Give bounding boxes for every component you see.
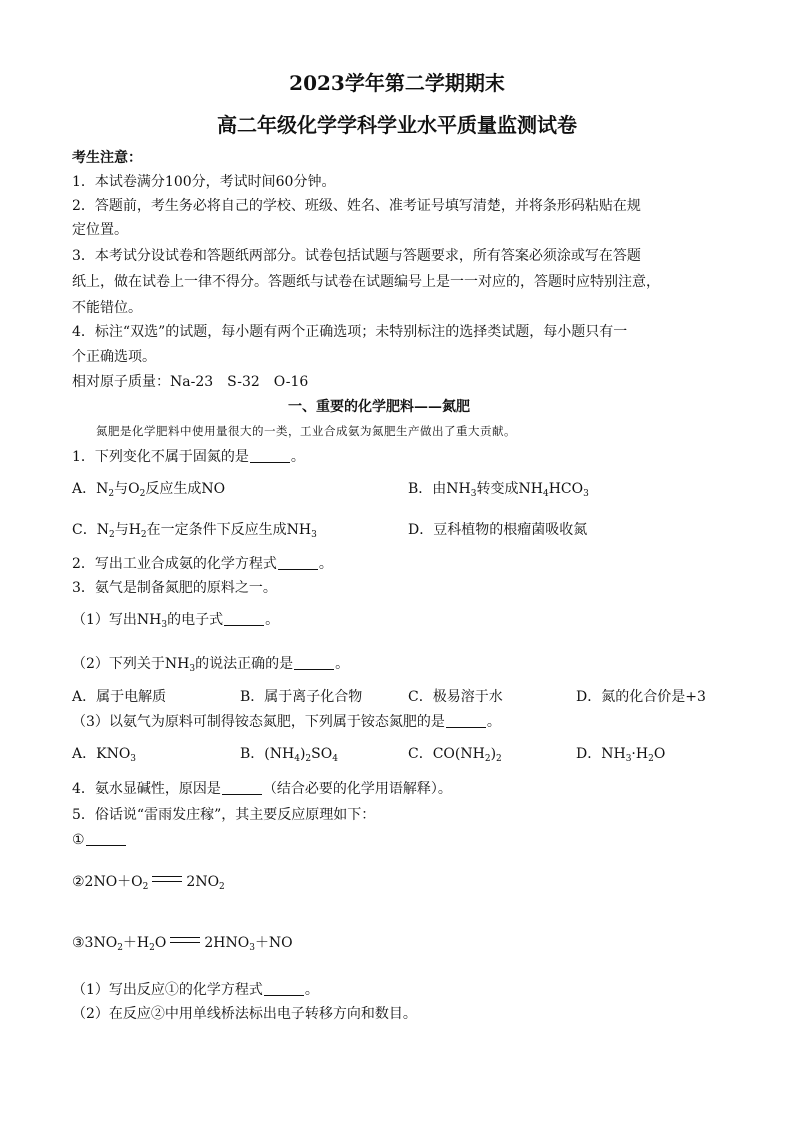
q5-stem: 5．俗话说“雷雨发庄稼”，其主要反应原理如下： — [72, 807, 376, 823]
note-3-line2: 纸上，做在试卷上一律不得分。答题纸与试卷在试题编号上是一一对应的，答题时应特别注意， — [72, 274, 660, 290]
q2-stem: 2．写出工业合成氨的化学方程式 。 — [72, 556, 333, 572]
q3-2-option-a[interactable]: A．属于电解质 — [72, 689, 167, 705]
equals-sign-icon — [152, 876, 182, 882]
answer-blank[interactable] — [250, 448, 290, 463]
q1-option-a[interactable]: A．$N_2$与$O_2$反应生成NO — [72, 481, 226, 499]
q3-part3-options — [72, 744, 732, 764]
note-3-line1: 3．本考试分设试卷和答题纸两部分。试卷包括试题与答题要求，所有答案必须涂或写在答题 — [72, 248, 641, 264]
q3-part2-options — [72, 687, 732, 707]
note-3-line3: 不能错位。 — [72, 300, 142, 316]
q3-part3: （3）以氨气为原料可制得铵态氮肥，下列属于铵态氮肥的是 。 — [72, 714, 501, 730]
exam-title-line1: 2023学年第二学期期末 — [289, 71, 505, 95]
q3-3-option-b[interactable]: B．$(NH_4)_2SO_4$ — [240, 746, 338, 764]
section-title: 一、重要的化学肥料——氮肥 — [288, 399, 470, 415]
answer-blank[interactable] — [278, 555, 318, 570]
q5-reaction-2: $②2NO+O_2$ $2NO_2$ — [72, 874, 225, 892]
q3-2-option-b[interactable]: B．属于离子化合物 — [240, 689, 363, 705]
note-2-line1: 2．答题前，考生务必将自己的学校、班级、姓名、准考证号填写清楚，并将条形码粘贴在规 — [72, 198, 641, 214]
q1-option-b[interactable]: B．由$NH_3$转变成$NH_4HCO_3$ — [408, 481, 589, 499]
q3-part2: （2）下列关于$NH_3$的说法正确的是 。 — [72, 656, 350, 674]
section-intro: 氮肥是化学肥料中使用量很大的一类，工业合成氨为氮肥生产做出了重大贡献。 — [96, 424, 516, 438]
q3-2-option-d[interactable]: D．氮的化合价是+3 — [576, 689, 706, 705]
q3-part1: （1）写出$NH_3$的电子式 。 — [72, 612, 280, 630]
answer-blank[interactable] — [224, 611, 264, 626]
q5-part1: （1）写出反应①的化学方程式 。 — [72, 982, 319, 998]
q3-stem: 3．氨气是制备氮肥的原料之一。 — [72, 580, 277, 596]
q3-3-option-d[interactable]: D．$NH_3\cdot H_2O$ — [576, 746, 666, 764]
atomic-masses: 相对原子质量：Na-23 S-32 O-16 — [72, 374, 309, 390]
q4-stem: 4．氨水显碱性，原因是 （结合必要的化学用语解释）。 — [72, 781, 452, 797]
note-1: 1．本试卷满分100分，考试时间60分钟。 — [72, 174, 336, 190]
q1-option-c[interactable]: C．$N_2$与$H_2$在一定条件下反应生成$NH_3$ — [72, 522, 317, 540]
answer-blank[interactable] — [222, 780, 262, 795]
note-4-line1: 4．标注“双选”的试题，每小题有两个正确选项；未特别标注的选择类试题，每小题只有一 — [72, 324, 628, 340]
q5-reaction-3: $③3NO_2+H_2O$ $2HNO_3+NO$ — [72, 935, 293, 953]
q1-stem: 1．下列变化不属于固氮的是 。 — [72, 449, 305, 465]
q1-options-row2 — [72, 520, 732, 540]
exam-title-line2: 高二年级化学学科学业水平质量监测试卷 — [217, 113, 577, 137]
q1-options-row1 — [72, 479, 732, 499]
q5-reaction-1: ① — [72, 830, 127, 850]
q3-3-option-c[interactable]: C．$CO(NH_2)_2$ — [408, 746, 502, 764]
q3-3-option-a[interactable]: A．$KNO_3$ — [72, 746, 137, 764]
answer-blank[interactable] — [446, 713, 486, 728]
notes-heading: 考生注意： — [72, 150, 142, 166]
note-4-line2: 个正确选项。 — [72, 349, 156, 365]
answer-blank[interactable] — [294, 655, 334, 670]
note-2-line2: 定位置。 — [72, 222, 128, 238]
answer-blank[interactable] — [86, 831, 126, 846]
q1-option-d[interactable]: D．豆科植物的根瘤菌吸收氮 — [408, 522, 588, 538]
q5-part2: （2）在反应②中用单线桥法标出电子转移方向和数目。 — [72, 1006, 417, 1022]
q3-2-option-c[interactable]: C．极易溶于水 — [408, 689, 503, 705]
equals-sign-icon — [170, 937, 200, 943]
answer-blank[interactable] — [264, 981, 304, 996]
